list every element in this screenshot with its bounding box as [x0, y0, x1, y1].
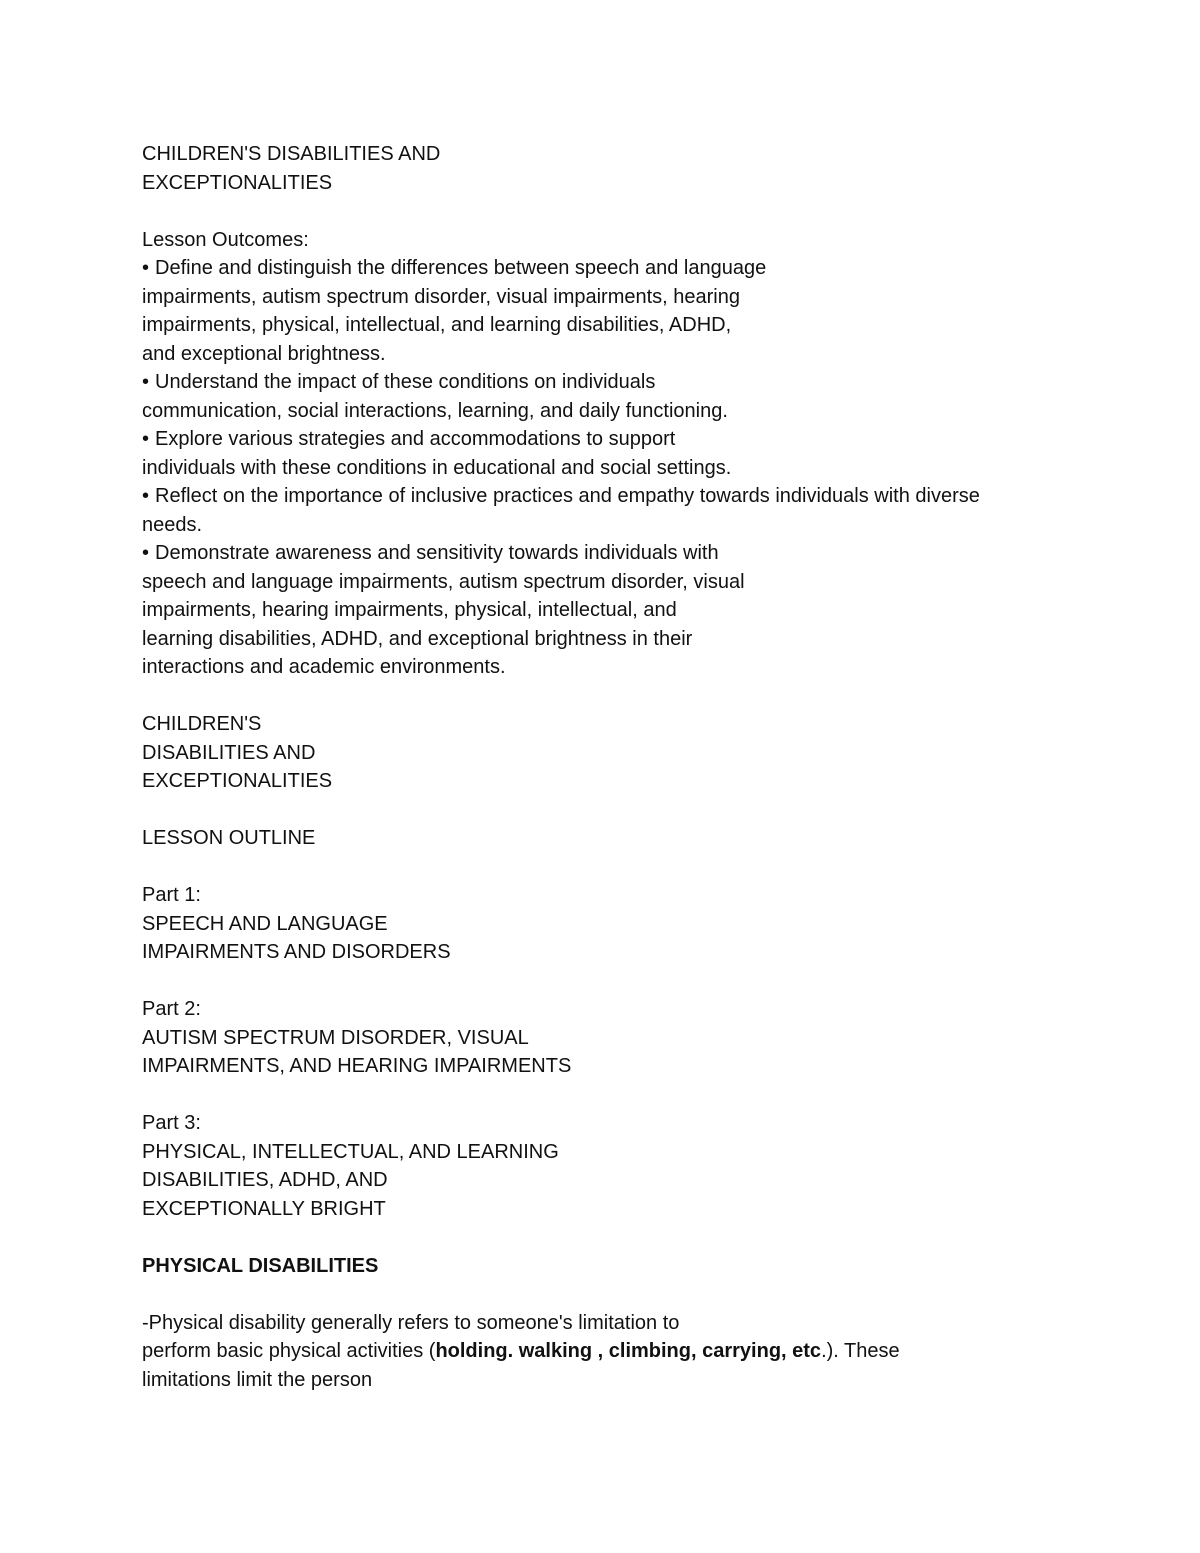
section-title-line-3: EXCEPTIONALITIES	[142, 770, 333, 792]
spacer	[142, 1223, 1072, 1252]
physical-activities-bold: holding. walking , climbing, carrying, etc	[435, 1340, 822, 1362]
part-2-label: Part 2:	[142, 998, 201, 1020]
doc-title-line-1: CHILDREN'S DISABILITIES AND	[142, 143, 441, 165]
outcome-5-line-1: • Demonstrate awareness and sensitivity towards individuals with	[142, 539, 1072, 568]
spacer	[142, 967, 1072, 996]
spacer	[142, 197, 1072, 226]
physical-para-line-2-post: .). These	[821, 1340, 900, 1362]
spacer	[142, 1081, 1072, 1110]
physical-para-line-1: -Physical disability generally refers to someone's limitation to	[142, 1311, 680, 1334]
outcome-5-line-2: speech and language impairments, autism spectrum disorder, visual	[142, 570, 745, 593]
section-title-line-2: DISABILITIES AND	[142, 741, 316, 764]
outcome-2-line-1: • Understand the impact of these conditions on individuals	[142, 368, 1072, 397]
outcome-5-line-5: interactions and academic environments.	[142, 656, 506, 678]
spacer	[142, 1280, 1072, 1309]
part-3-line-3: EXCEPTIONALLY BRIGHT	[142, 1197, 386, 1220]
physical-para-line-3: limitations limit the person	[142, 1368, 373, 1391]
doc-title-line-2: EXCEPTIONALITIES	[142, 171, 333, 194]
outcome-4-line-2: needs.	[142, 513, 203, 536]
section-title-line-1: CHILDREN'S	[142, 713, 262, 735]
outline-heading: LESSON OUTLINE	[142, 827, 316, 849]
outcomes-heading: Lesson Outcomes:	[142, 228, 309, 251]
physical-para-line-2-pre: perform basic physical activities (	[142, 1340, 436, 1362]
outcome-3-line-1: • Explore various strategies and accommodations to support	[142, 425, 1072, 454]
part-1-label: Part 1:	[142, 884, 201, 906]
part-1-line-2: IMPAIRMENTS AND DISORDERS	[142, 941, 451, 963]
part-3-line-1: PHYSICAL, INTELLECTUAL, AND LEARNING	[142, 1140, 559, 1163]
spacer	[142, 853, 1072, 882]
outcome-1-line-4: and exceptional brightness.	[142, 342, 386, 365]
outcome-3-line-2: individuals with these conditions in educational and social settings.	[142, 456, 732, 479]
physical-para-line-2	[142, 1337, 1072, 1366]
outcome-2-line-2: communication, social interactions, learning, and daily functioning.	[142, 399, 728, 422]
outcome-4-line-1: • Reflect on the importance of inclusive practices and empathy towards individuals with diverse	[142, 482, 1072, 511]
outcome-5-line-3: impairments, hearing impairments, physical, intellectual, and	[142, 599, 677, 621]
spacer	[142, 796, 1072, 825]
outcome-1-line-1: • Define and distinguish the differences between speech and language	[142, 254, 1072, 283]
part-3-line-2: DISABILITIES, ADHD, AND	[142, 1169, 388, 1191]
outcome-1-line-3: impairments, physical, intellectual, and learning disabilities, ADHD,	[142, 314, 732, 336]
outcome-1-line-2: impairments, autism spectrum disorder, visual impairments, hearing	[142, 285, 740, 308]
document-page	[142, 140, 1072, 1394]
part-2-line-1: AUTISM SPECTRUM DISORDER, VISUAL	[142, 1026, 529, 1049]
part-1-line-1: SPEECH AND LANGUAGE	[142, 912, 388, 935]
spacer	[142, 682, 1072, 711]
part-2-line-2: IMPAIRMENTS, AND HEARING IMPAIRMENTS	[142, 1055, 572, 1077]
part-3-label: Part 3:	[142, 1112, 201, 1134]
outcome-5-line-4: learning disabilities, ADHD, and exceptional brightness in their	[142, 627, 693, 650]
physical-disabilities-heading: PHYSICAL DISABILITIES	[142, 1254, 379, 1277]
